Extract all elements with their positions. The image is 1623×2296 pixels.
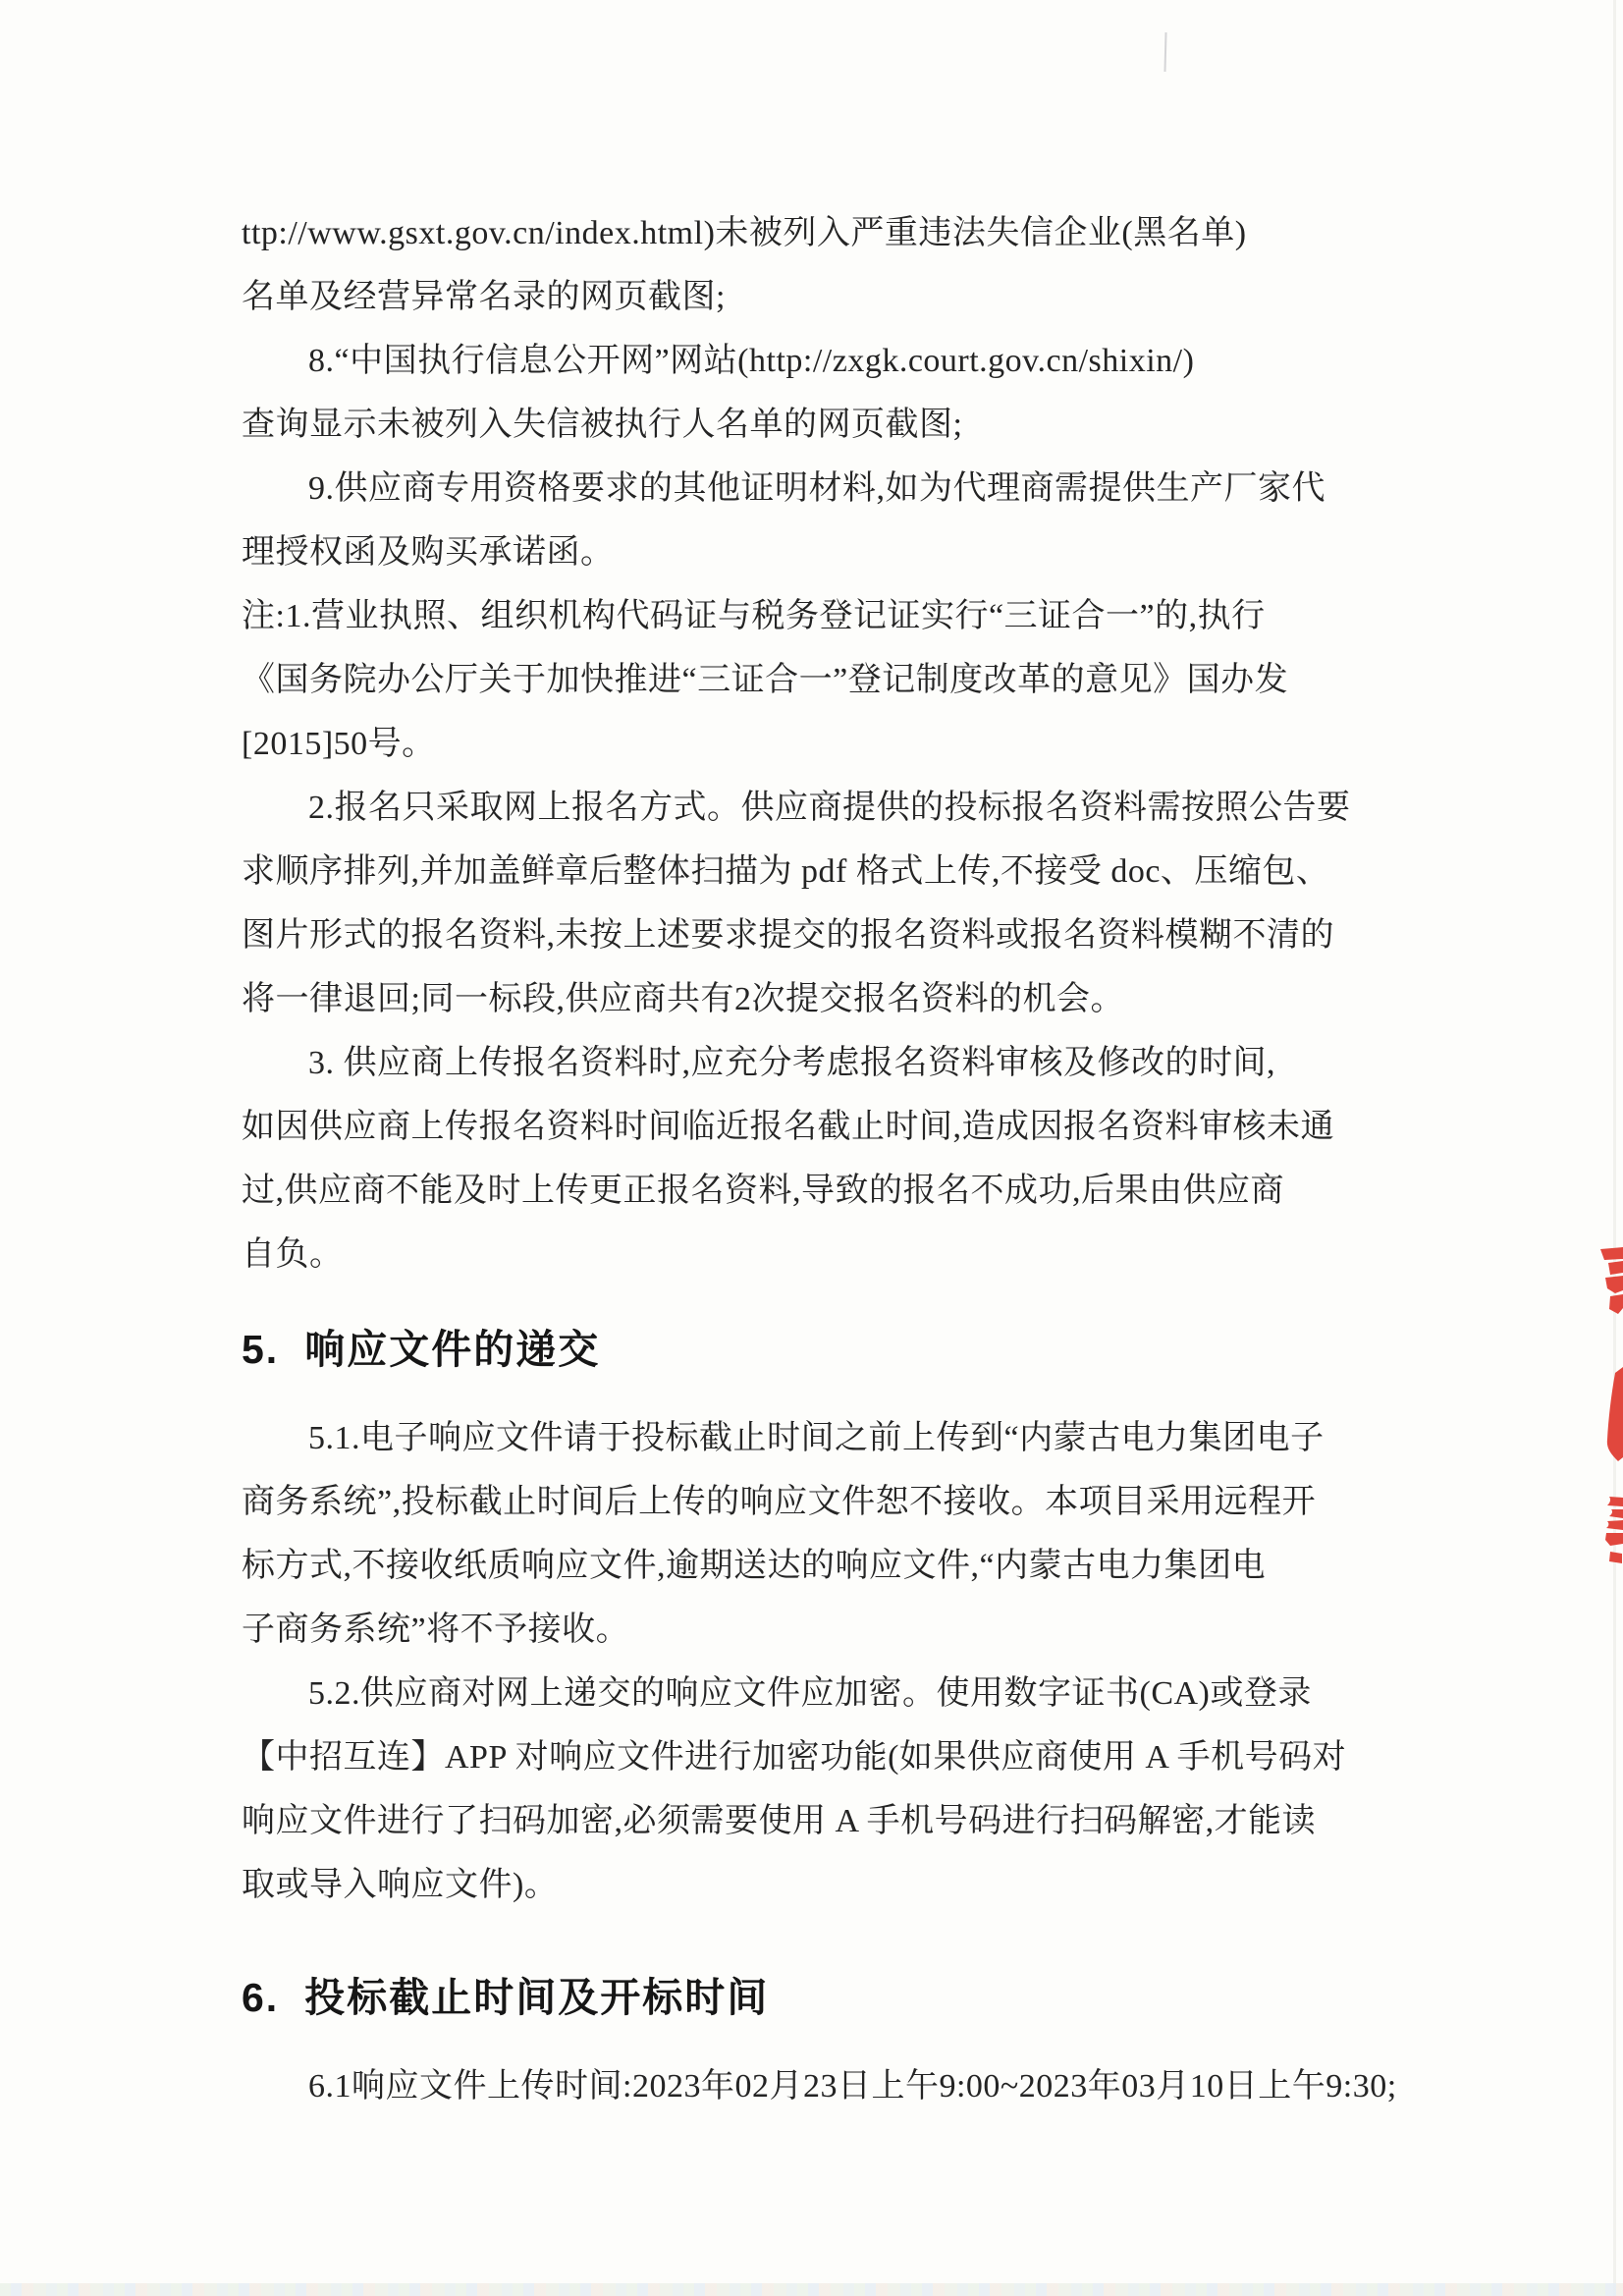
text-line: 理授权函及购买承诺函。 (242, 534, 615, 571)
red-seal-fragment-bottom-icon (1605, 1497, 1623, 1565)
text-line: 商务系统”,投标截止时间后上传的响应文件恕不接收。本项目采用远程开 (242, 1484, 1317, 1520)
right-edge-streak (1613, 0, 1616, 2296)
text-line: 子商务系统”将不予接收。 (242, 1612, 630, 1648)
text-line: ttp://www.gsxt.gov.cn/index.html)未被列入严重违法失信企业(黑名单) (242, 215, 1247, 251)
section-heading (242, 1319, 1420, 1380)
section-title: 投标截止时间及开标时间 (304, 1975, 770, 2020)
text-line: 【中招互连】APP 对响应文件进行加密功能(如果供应商使用 A 手机号码对 (242, 1739, 1347, 1776)
text-line: 取或导入响应文件)。 (242, 1867, 559, 1903)
red-seal-path (1605, 1497, 1623, 1563)
text-line: 如因供应商上传报名资料时间临近报名截止时间,造成因报名资料审核未通 (242, 1109, 1334, 1145)
gray-line-artifact (1163, 32, 1166, 72)
section-number: 6. (242, 1975, 280, 2020)
text-line: 自负。 (242, 1236, 344, 1273)
text-line: 注:1.营业执照、组织机构代码证与税务登记证实行“三证合一”的,执行 (242, 598, 1266, 634)
text-line: 5.1.电子响应文件请于投标截止时间之前上传到“内蒙古电力集团电子 (308, 1420, 1325, 1456)
text-line: 9.供应商专用资格要求的其他证明材料,如为代理商需提供生产厂家代 (308, 470, 1325, 507)
section-heading (242, 1967, 1420, 2028)
red-seal-path (1600, 1247, 1623, 1314)
text-line: 将一律退回;同一标段,供应商共有2次提交报名资料的机会。 (242, 981, 1124, 1017)
text-line: 6.1响应文件上传时间:2023年02月23日上午9:00~2023年03月10日上午9:30; (308, 2068, 1397, 2105)
text-line: 名单及经营异常名录的网页截图; (242, 279, 726, 315)
text-line: 8.“中国执行信息公开网”网站(http://zxgk.court.gov.cn/shixin/) (308, 343, 1195, 379)
text-line: 2.报名只采取网上报名方式。供应商提供的投标报名资料需按照公告要 (308, 790, 1351, 826)
bottom-edge-speckle-strip (0, 2283, 1623, 2296)
section-number: 5. (242, 1327, 280, 1372)
section-title: 响应文件的递交 (304, 1327, 601, 1372)
text-line: 求顺序排列,并加盖鲜章后整体扫描为 pdf 格式上传,不接受 doc、压缩包、 (242, 853, 1330, 890)
red-seal-fragment-top-icon (1598, 1247, 1623, 1316)
red-seal-fragment-middle-icon (1600, 1363, 1623, 1461)
text-line: 《国务院办公厅关于加快推进“三证合一”登记制度改革的意见》国办发 (242, 662, 1289, 698)
text-line: 过,供应商不能及时上传更正报名资料,导致的报名不成功,后果由供应商 (242, 1173, 1284, 1209)
text-line: 响应文件进行了扫码加密,必须需要使用 A 手机号码进行扫码解密,才能读 (242, 1803, 1317, 1839)
text-line: [2015]50号。 (242, 726, 436, 762)
text-line: 3. 供应商上传报名资料时,应充分考虑报名资料审核及修改的时间, (308, 1045, 1275, 1081)
text-line: 图片形式的报名资料,未按上述要求提交的报名资料或报名资料模糊不清的 (242, 917, 1334, 954)
text-line: 5.2.供应商对网上递交的响应文件应加密。使用数字证书(CA)或登录 (308, 1675, 1312, 1712)
document-content (242, 201, 1420, 2118)
red-seal-path (1607, 1367, 1623, 1461)
text-line: 查询显示未被列入失信被执行人名单的网页截图; (242, 407, 963, 443)
text-line: 标方式,不接收纸质响应文件,逾期送达的响应文件,“内蒙古电力集团电 (242, 1548, 1267, 1584)
